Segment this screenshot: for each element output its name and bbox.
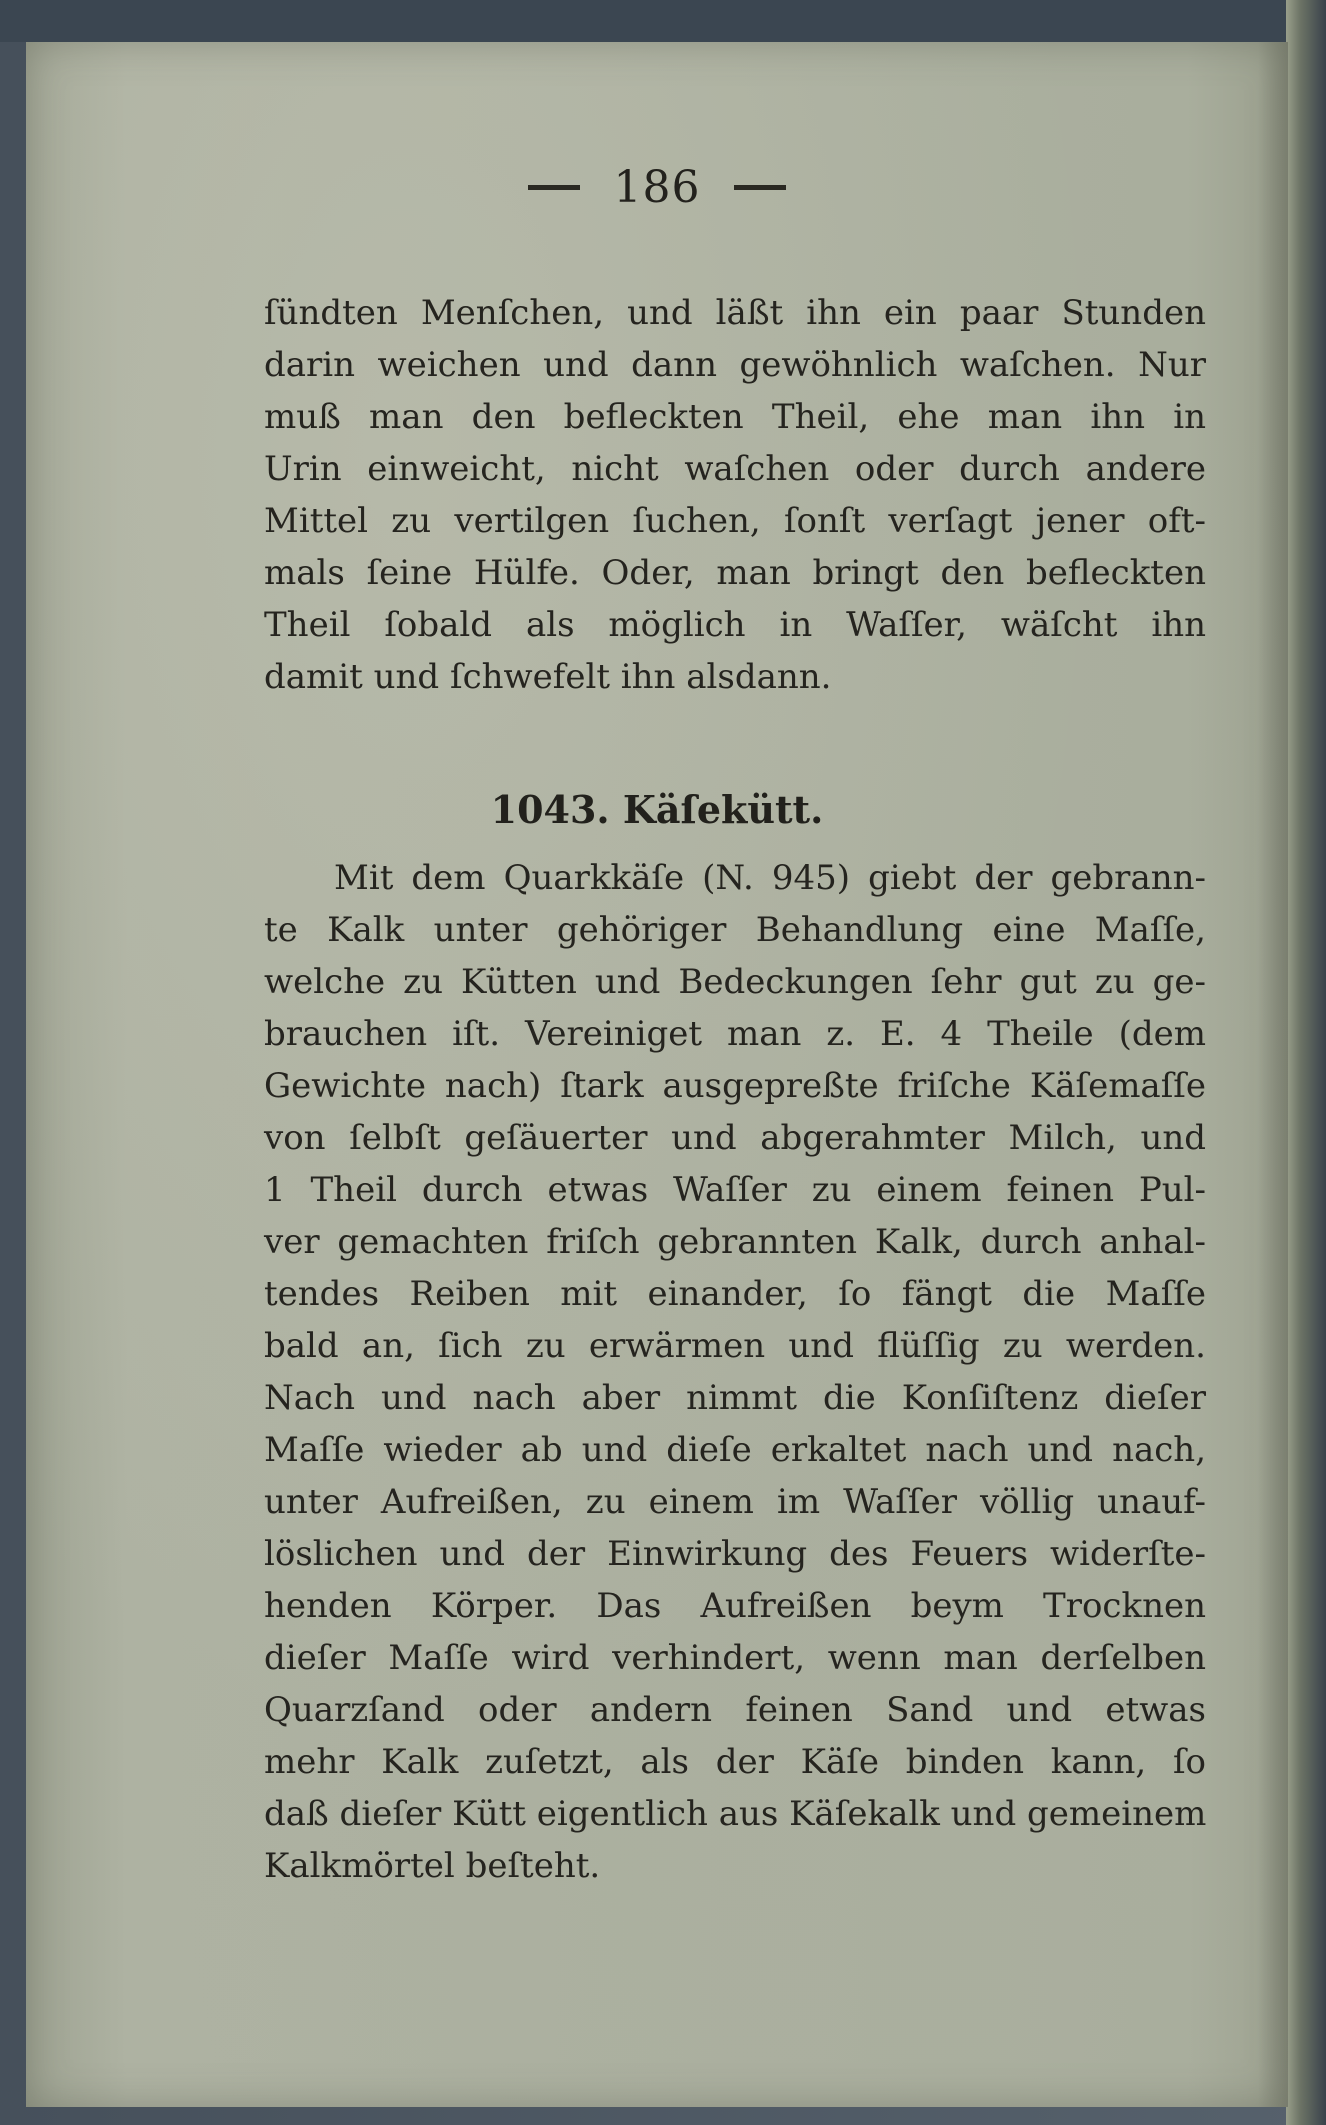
text-line: Quarzſand oder andern feinen Sand und etwas — [264, 1690, 1206, 1730]
text-line: 1 Theil durch etwas Waſſer zu einem feinen Pul- — [264, 1170, 1206, 1210]
section-heading: 1043. Käſekütt. — [490, 787, 824, 832]
text-line: tendes Reiben mit einander, ſo fängt die Maſſe — [264, 1274, 1206, 1314]
section-paragraph — [264, 852, 1206, 1892]
scan-background-top — [0, 0, 1326, 42]
text-line: ſündten Menſchen, und läßt ihn ein paar Stunden — [264, 293, 1206, 333]
page-number: 186 — [613, 162, 701, 213]
text-line: mehr Kalk zuſetzt, als der Käſe binden kann, ſo — [264, 1742, 1206, 1782]
text-line: Mit dem Quarkkäſe (N. 945) giebt der gebrann- — [334, 858, 1206, 898]
text-line: Mittel zu vertilgen ſuchen, ſonſt verſagt jener oft- — [264, 501, 1206, 541]
text-line: damit und ſchwefelt ihn alsdann. — [264, 657, 832, 697]
text-line: Kalkmörtel beſteht. — [264, 1846, 601, 1886]
paper-page — [26, 42, 1288, 2107]
text-line: darin weichen und dann gewöhnlich waſchen. Nur — [264, 345, 1206, 385]
text-line: Gewichte nach) ſtark ausgepreßte friſche Käſemaſſe — [264, 1066, 1206, 1106]
header-rule-right — [734, 185, 786, 190]
text-line: henden Körper. Das Aufreißen beym Trocknen — [264, 1586, 1206, 1626]
book-edge — [1286, 0, 1326, 2125]
text-line: daß dieſer Kütt eigentlich aus Käſekalk und gemeinem — [264, 1794, 1207, 1834]
text-line: mals ſeine Hülfe. Oder, man bringt den befleckten — [264, 553, 1206, 593]
page-header — [26, 162, 1288, 213]
page-gutter-shadow — [1258, 42, 1288, 2107]
text-line: muß man den befleckten Theil, ehe man ihn in — [264, 397, 1206, 437]
text-line: unter Aufreißen, zu einem im Waſſer völlig unauf- — [264, 1482, 1206, 1522]
text-line: bald an, ſich zu erwärmen und flüſſig zu werden. — [264, 1326, 1206, 1366]
text-line: von ſelbſt geſäuerter und abgerahmter Milch, und — [264, 1118, 1206, 1158]
text-line: dieſer Maſſe wird verhindert, wenn man derſelben — [264, 1638, 1206, 1678]
paragraph-continued — [264, 287, 1206, 703]
text-line: ver gemachten friſch gebrannten Kalk, durch anhal- — [264, 1222, 1206, 1262]
text-line: Nach und nach aber nimmt die Konſiſtenz dieſer — [264, 1378, 1206, 1418]
text-line: Maſſe wieder ab und dieſe erkaltet nach und nach, — [264, 1430, 1206, 1470]
text-line: welche zu Kütten und Bedeckungen ſehr gut zu ge- — [264, 962, 1206, 1002]
text-line: löslichen und der Einwirkung des Feuers widerſte- — [264, 1534, 1206, 1574]
text-line: Urin einweicht, nicht waſchen oder durch andere — [264, 449, 1206, 489]
text-line: Theil ſobald als möglich in Waſſer, wäſcht ihn — [264, 605, 1206, 645]
header-rule-left — [528, 185, 580, 190]
text-line: te Kalk unter gehöriger Behandlung eine Maſſe, — [264, 910, 1206, 950]
text-line: brauchen iſt. Vereiniget man z. E. 4 Theile (dem — [264, 1014, 1206, 1054]
